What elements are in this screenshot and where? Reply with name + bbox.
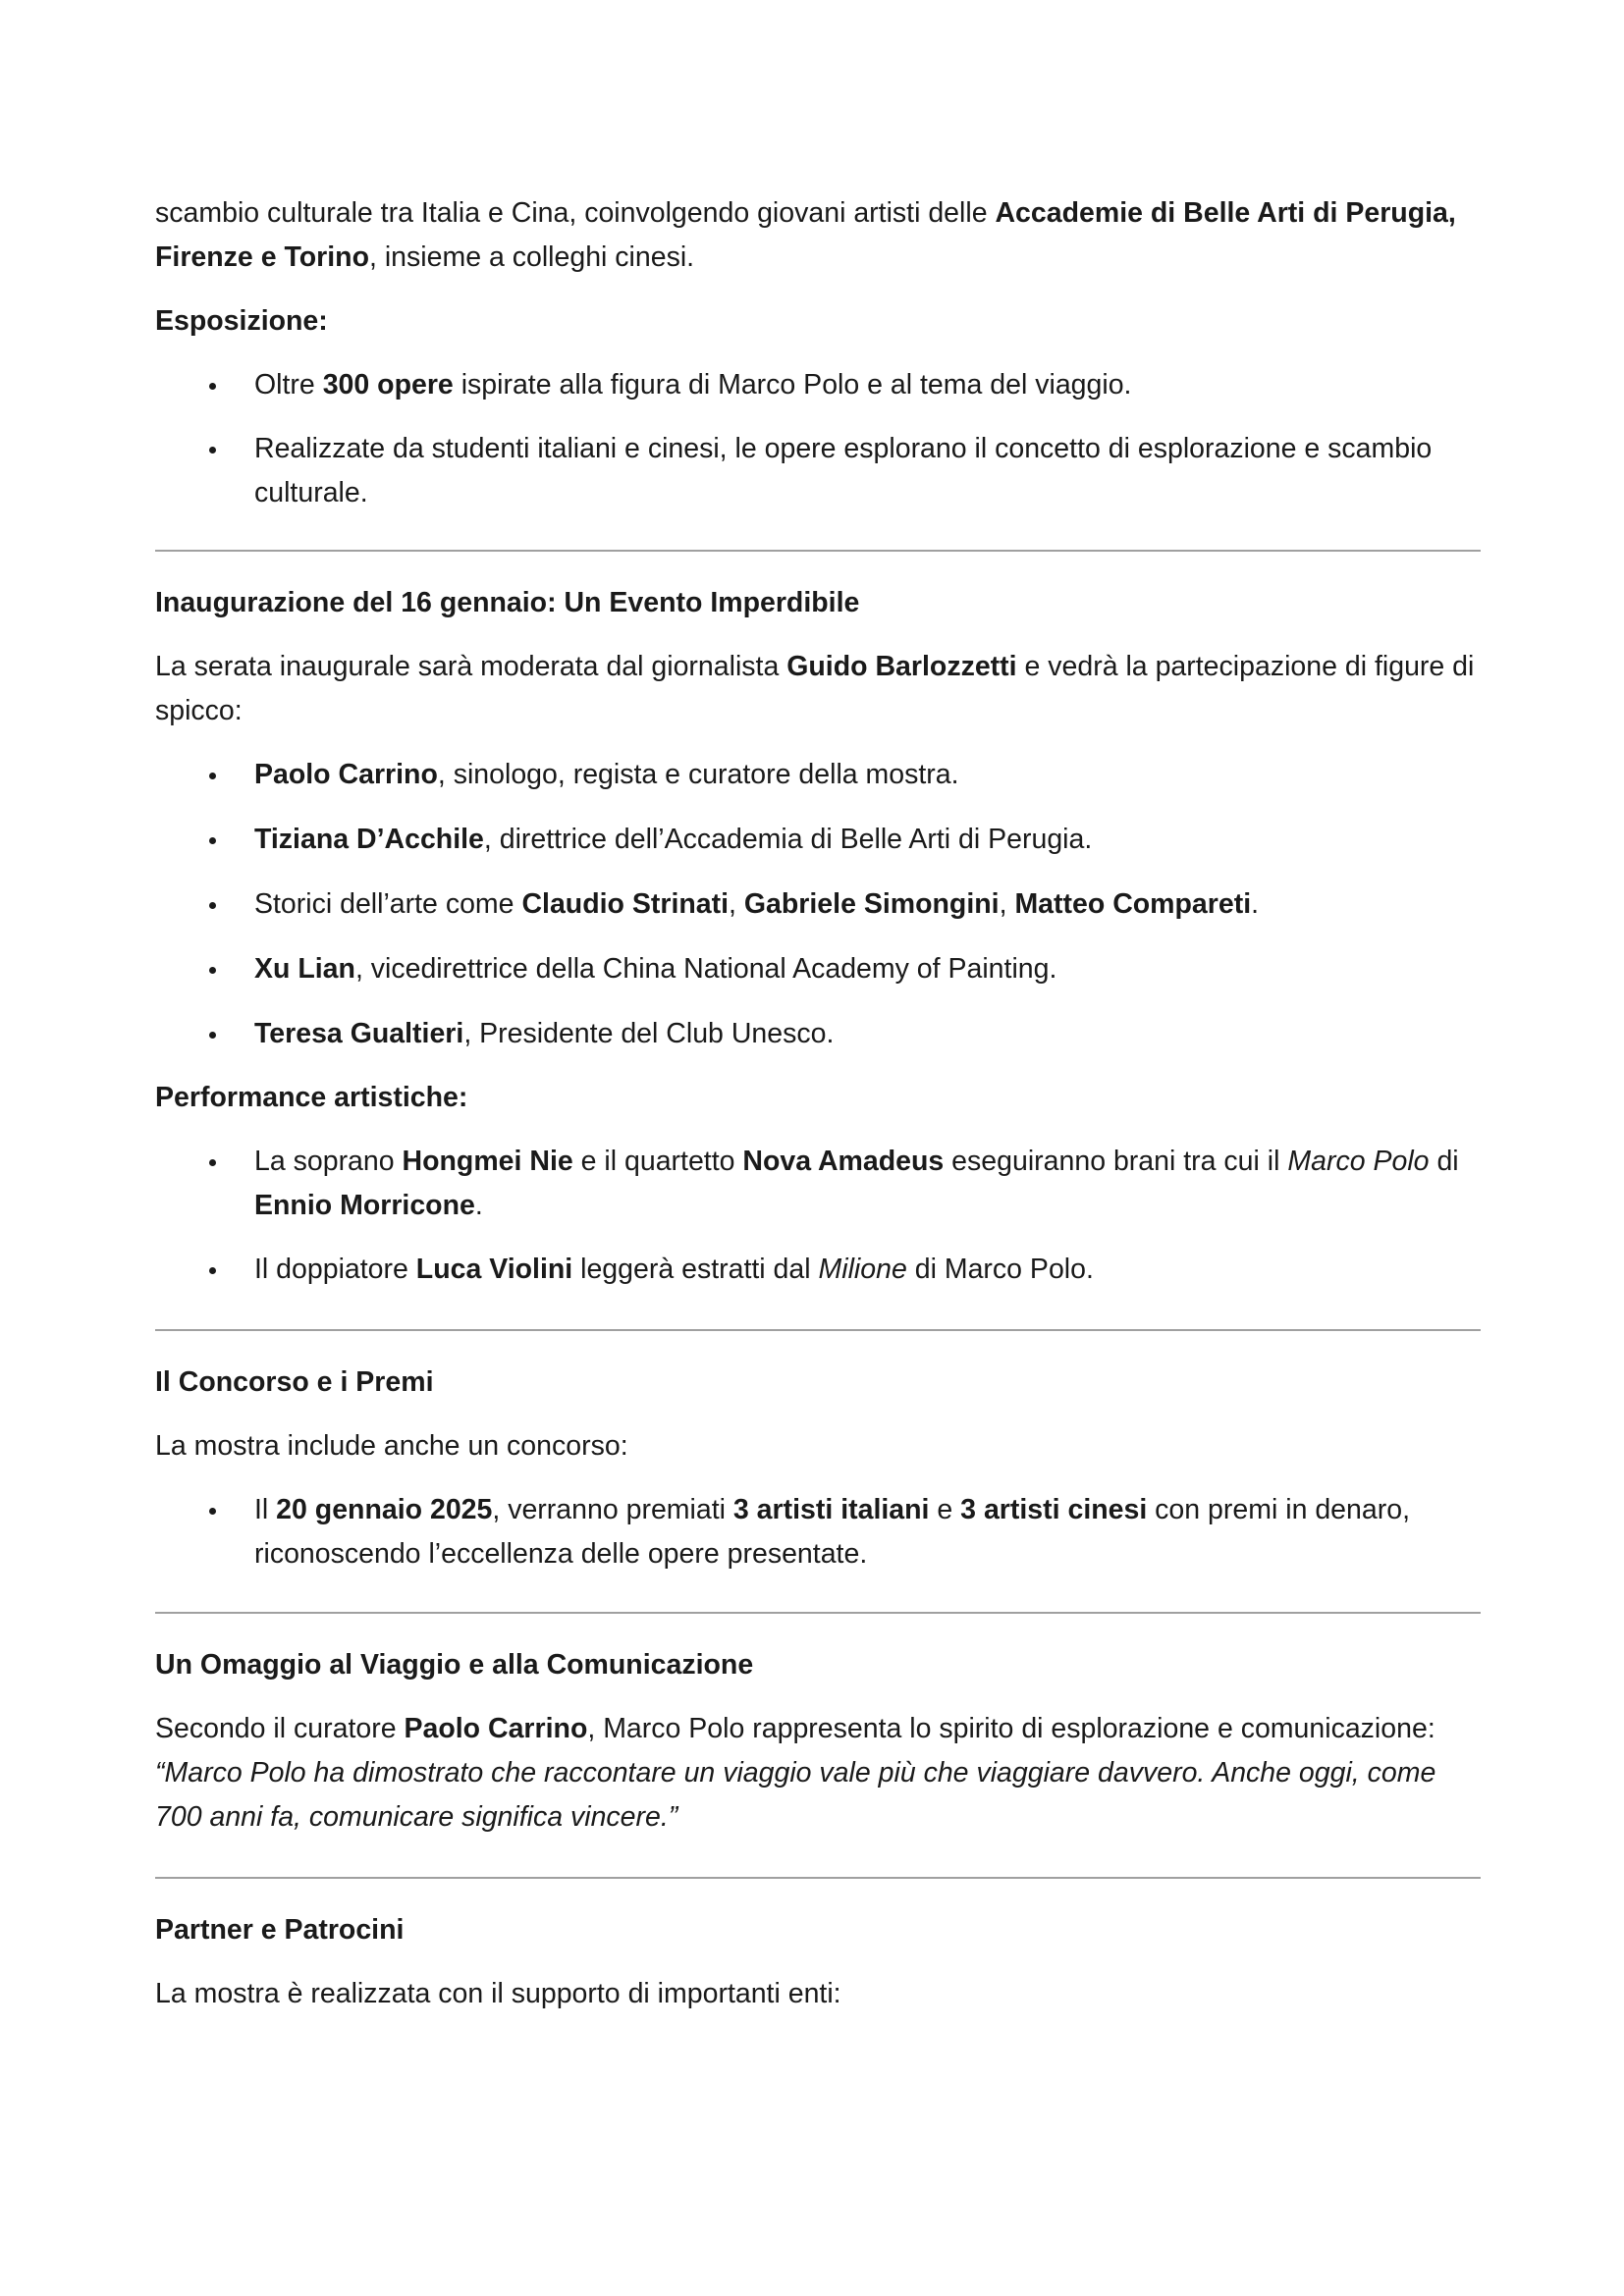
inaugurazione-heading: Inaugurazione del 16 gennaio: Un Evento Imperdibile <box>155 587 860 618</box>
intro-academies: Accademie di Belle Arti di Perugia, Firenze e Torino <box>155 197 1456 273</box>
section-divider <box>155 1612 1481 1614</box>
list-item: Oltre 300 opere ispirate alla figura di Marco Polo e al tema del viaggio. <box>155 363 1481 407</box>
partner-heading: Partner e Patrocini <box>155 1914 405 1946</box>
performance-list <box>155 1140 1481 1292</box>
intro-text-end: , insieme a colleghi cinesi. <box>369 241 695 273</box>
guests-list <box>155 753 1481 1056</box>
list-item: Xu Lian, vicedirettrice della China National Academy of Painting. <box>155 947 1481 991</box>
performance-heading: Performance artistiche: <box>155 1082 468 1113</box>
omaggio-heading: Un Omaggio al Viaggio e alla Comunicazione <box>155 1649 754 1681</box>
list-item: La soprano Hongmei Nie e il quartetto Nova Amadeus eseguiranno brani tra cui il Marco Polo di Ennio Morricone. <box>155 1140 1481 1228</box>
inaugurazione-paragraph: La serata inaugurale sarà moderata dal giornalista Guido Barlozzetti e vedrà la partecipazione di figure di spicco: <box>155 651 1475 726</box>
list-item: Tiziana D’Acchile, direttrice dell’Accademia di Belle Arti di Perugia. <box>155 818 1481 862</box>
section-divider <box>155 1329 1481 1331</box>
intro-text: scambio culturale tra Italia e Cina, coinvolgendo giovani artisti delle <box>155 197 996 229</box>
concorso-paragraph: La mostra include anche un concorso: <box>155 1430 628 1462</box>
list-item: Storici dell’arte come Claudio Strinati, Gabriele Simongini, Matteo Compareti. <box>155 882 1481 927</box>
list-item: Il 20 gennaio 2025, verranno premiati 3 artisti italiani e 3 artisti cinesi con premi in denaro, riconoscendo l’eccellenza delle opere presentate. <box>155 1488 1481 1576</box>
list-item: Il doppiatore Luca Violini leggerà estratti dal Milione di Marco Polo. <box>155 1248 1481 1292</box>
concorso-heading: Il Concorso e i Premi <box>155 1366 434 1398</box>
intro-paragraph <box>155 191 1481 280</box>
section-divider <box>155 550 1481 552</box>
list-item: Teresa Gualtieri, Presidente del Club Unesco. <box>155 1012 1481 1056</box>
omaggio-paragraph: Secondo il curatore Paolo Carrino, Marco Polo rappresenta lo spirito di esplorazione e comunicazione: “Marco Polo ha dimostrato che raccontare un viaggio vale più che viaggiare davvero. Anche oggi, come 700 anni fa, comunicare significa vincere.” <box>155 1713 1436 1833</box>
concorso-list <box>155 1488 1481 1576</box>
partner-paragraph: La mostra è realizzata con il supporto di importanti enti: <box>155 1978 841 2009</box>
esposizione-heading: Esposizione: <box>155 305 328 337</box>
section-divider <box>155 1877 1481 1879</box>
list-item: Realizzate da studenti italiani e cinesi, le opere esplorano il concetto di esplorazione e scambio culturale. <box>155 427 1481 515</box>
esposizione-list <box>155 363 1481 515</box>
list-item: Paolo Carrino, sinologo, regista e curatore della mostra. <box>155 753 1481 797</box>
page-content <box>155 191 1481 2016</box>
curator-quote: “Marco Polo ha dimostrato che raccontare un viaggio vale più che viaggiare davvero. Anche oggi, come 700 anni fa, comunicare significa vincere.” <box>155 1757 1436 1833</box>
